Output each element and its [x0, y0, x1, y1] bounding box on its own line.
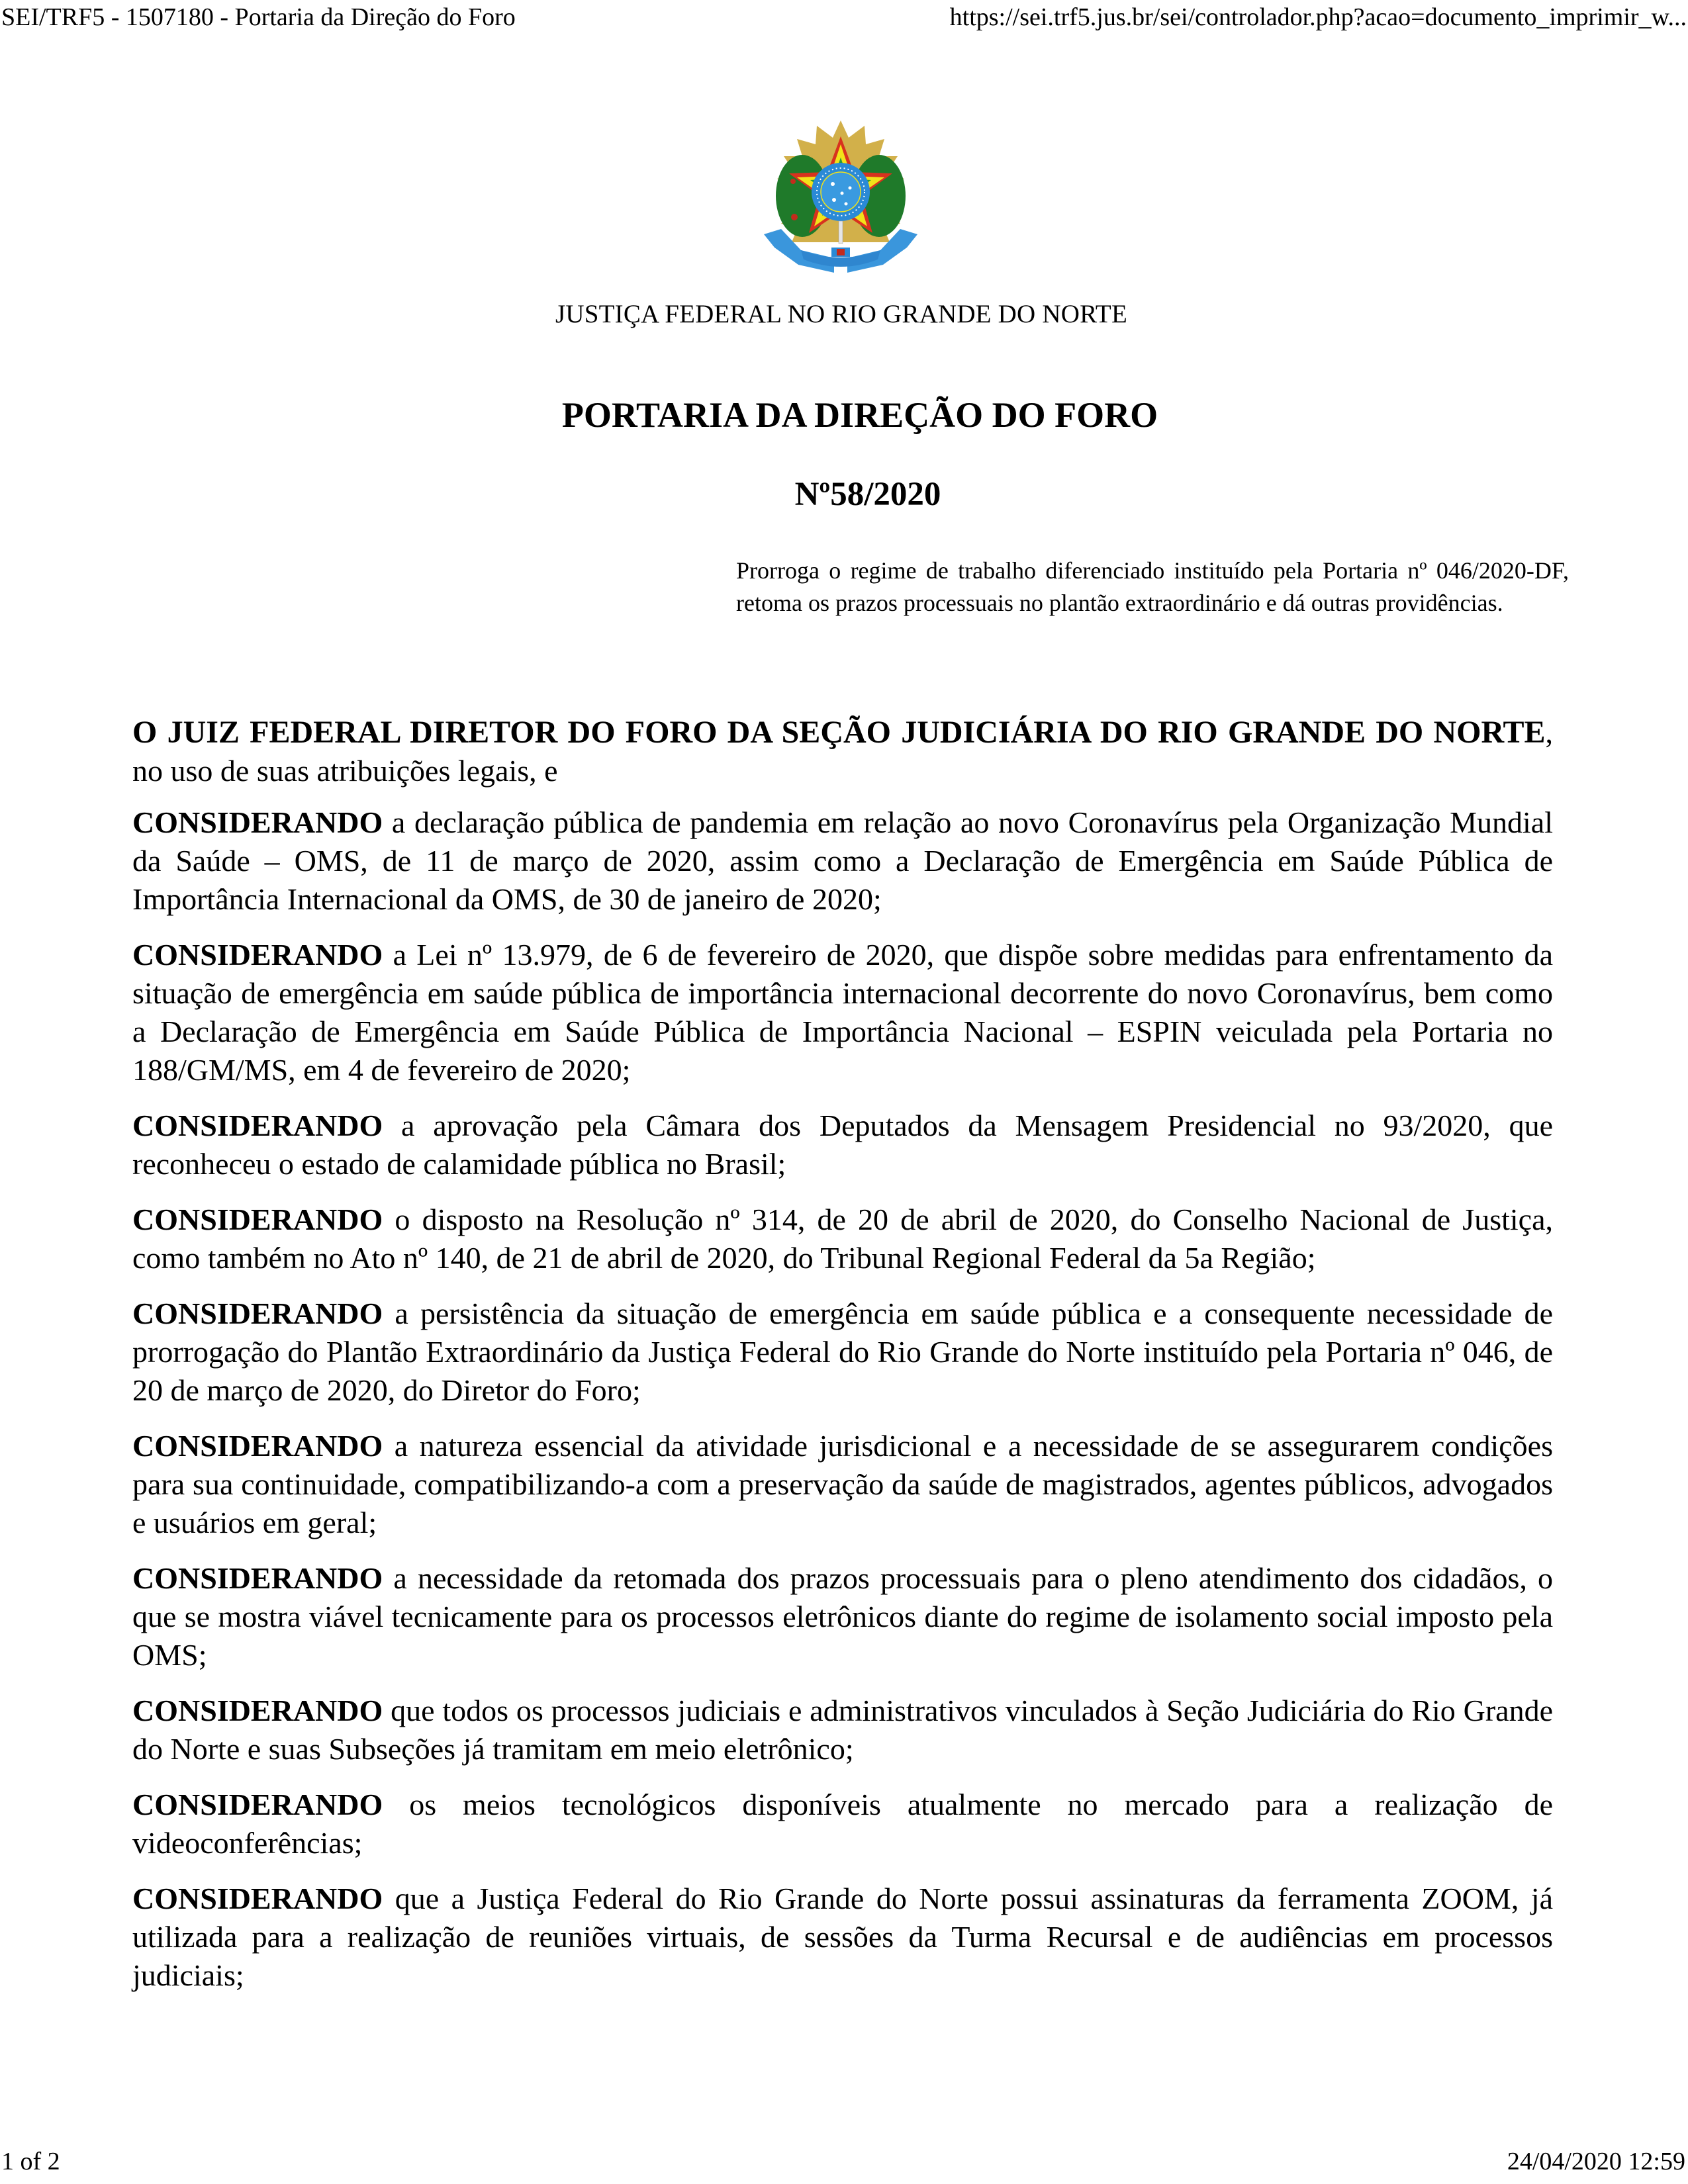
considerando-text: a natureza essencial da atividade jurisdicional e a necessidade de se assegurarem condições para sua continuidade, compatibilizando-a com a preservação da saúde de magistrados, agentes públicos, advogados e usuários em geral;: [132, 1429, 1553, 1539]
considerando-text: que todos os processos judiciais e administrativos vinculados à Seção Judiciária do Rio Grande do Norte e suas Subseções já tramitam em meio eletrônico;: [132, 1694, 1553, 1766]
considerando-lead: CONSIDERANDO: [132, 1561, 383, 1595]
considerando-lead: CONSIDERANDO: [132, 1694, 383, 1727]
print-datetime: 24/04/2020 12:59: [1507, 2148, 1685, 2175]
document-number-text: Nº58/2020: [794, 476, 941, 513]
considerando-paragraph: [132, 1786, 1553, 1862]
document-title-text: PORTARIA DA DIREÇÃO DO FORO: [561, 395, 1158, 435]
print-header: [0, 0, 1688, 37]
considerando-lead: CONSIDERANDO: [132, 1109, 383, 1142]
considerando-paragraph: [132, 1692, 1553, 1768]
considerandos-list: [132, 803, 1553, 1995]
considerando-lead: CONSIDERANDO: [132, 1429, 383, 1463]
document-title: [0, 394, 1688, 435]
opening-paragraph: [132, 713, 1553, 790]
print-footer: [0, 2143, 1688, 2180]
considerando-text: a persistência da situação de emergência em saúde pública e a consequente necessidade de prorrogação do Plantão Extraordinário da Justiça Federal do Rio Grande do Norte instituído pela Portaria nº 046, de 20 de março de 2020, do Diretor do Foro;: [132, 1297, 1553, 1407]
considerando-lead: CONSIDERANDO: [132, 938, 383, 972]
considerando-paragraph: [132, 1201, 1553, 1277]
organization-heading: [0, 299, 1688, 329]
page-indicator: 1 of 2: [1, 2148, 60, 2175]
considerando-lead: CONSIDERANDO: [132, 1788, 383, 1821]
considerando-lead: CONSIDERANDO: [132, 805, 383, 839]
document-number: [0, 475, 1688, 514]
considerando-text: o disposto na Resolução nº 314, de 20 de abril de 2020, do Conselho Nacional de Justiça, como também no Ato nº 140, de 21 de abril de 2020, do Tribunal Regional Federal da 5a Região;: [132, 1203, 1553, 1275]
opening-authority: O JUIZ FEDERAL DIRETOR DO FORO DA SEÇÃO JUDICIÁRIA DO RIO GRANDE DO NORTE: [132, 715, 1546, 750]
considerando-paragraph: [132, 1295, 1553, 1410]
considerando-text: a necessidade da retomada dos prazos processuais para o pleno atendimento dos cidadãos, o que se mostra viável tecnicamente para os processos eletrônicos diante do regime de isolamento social imposto pela OMS;: [132, 1561, 1553, 1672]
coat-of-arms-icon: [755, 118, 927, 280]
considerando-paragraph: [132, 1107, 1553, 1183]
considerando-text: a aprovação pela Câmara dos Deputados da Mensagem Presidencial no 93/2020, que reconheceu o estado de calamidade pública no Brasil;: [132, 1109, 1553, 1181]
considerando-text: os meios tecnológicos disponíveis atualmente no mercado para a realização de videoconferências;: [132, 1788, 1553, 1860]
organization-name: JUSTIÇA FEDERAL NO RIO GRANDE DO NORTE: [555, 300, 1127, 328]
print-header-title: SEI/TRF5 - 1507180 - Portaria da Direção do Foro: [1, 3, 516, 31]
considerando-paragraph: [132, 936, 1553, 1089]
opening-text: , no uso de suas atribuições legais, e: [132, 715, 1553, 788]
print-header-url: https://sei.trf5.jus.br/sei/controlador.php?acao=documento_imprimir_w...: [949, 3, 1687, 31]
considerando-lead: CONSIDERANDO: [132, 1203, 383, 1236]
considerando-lead: CONSIDERANDO: [132, 1882, 383, 1915]
considerando-text: que a Justiça Federal do Rio Grande do Norte possui assinaturas da ferramenta ZOOM, já utilizada para a realização de reuniões virtuais, de sessões da Turma Recursal e de audiências em processos judiciais;: [132, 1882, 1553, 1992]
considerando-lead: CONSIDERANDO: [132, 1297, 383, 1330]
considerando-text: a Lei nº 13.979, de 6 de fevereiro de 2020, que dispõe sobre medidas para enfrentamento da situação de emergência em saúde pública de importância internacional decorrente do novo Coronavírus, bem como a Declaração de Emergência em Saúde Pública de Importância Nacional – ESPIN veiculada pela Portaria no 188/GM/MS, em 4 de fevereiro de 2020;: [132, 938, 1553, 1087]
considerando-paragraph: [132, 1880, 1553, 1995]
ementa: Prorroga o regime de trabalho diferenciado instituído pela Portaria nº 046/2020-DF, retoma os prazos processuais no plantão extraordinário e dá outras providências.: [736, 557, 1569, 616]
considerando-paragraph: [132, 1427, 1553, 1542]
considerando-text: a declaração pública de pandemia em relação ao novo Coronavírus pela Organização Mundial da Saúde – OMS, de 11 de março de 2020, assim como a Declaração de Emergência em Saúde Pública de Importância Internacional da OMS, de 30 de janeiro de 2020;: [132, 805, 1553, 916]
considerando-paragraph: [132, 803, 1553, 919]
document-body: [132, 713, 1553, 2012]
considerando-paragraph: [132, 1559, 1553, 1674]
